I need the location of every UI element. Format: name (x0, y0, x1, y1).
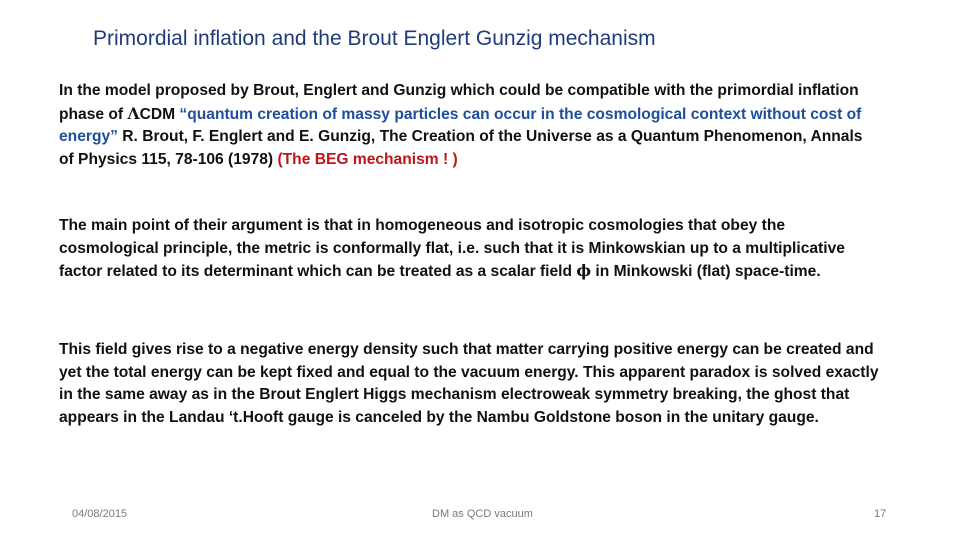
page-number: 17 (874, 508, 887, 520)
paragraph-negative-energy (59, 339, 879, 429)
phi-symbol: ϕ (576, 261, 592, 281)
citation-text: R. Brout, F. Englert and E. Gunzig, The Creation of the Universe as a Quantum Phenomenon, Annals of Physics 115, 78-106 (1978) (59, 128, 863, 168)
beg-note: (The BEG mechanism ! ) (277, 150, 458, 168)
paragraph-conformal-metric (59, 215, 879, 284)
paragraph-beg-model (59, 80, 879, 171)
footer-title: DM as QCD vacuum (432, 508, 533, 520)
paragraph3-text: This field gives rise to a negative energy density such that matter carrying positive energy can be created and yet the total energy can be kept fixed and equal to the vacuum energy. This apparent paradox is solved exactly in the same away as in the Brout Englert Higgs mechanism electroweak symmetry breaking, the ghost that appears in the Landau ‘t.Hooft gauge is canceled by the Nambu Goldstone boson in the unitary gauge. (59, 341, 879, 426)
paragraph-intro: In the model proposed by Brout, Englert and Gunzig which could be compatible with the primordial inflation phase of (59, 82, 859, 123)
cdm-label: CDM (139, 105, 180, 123)
footer-date: 04/08/2015 (72, 508, 128, 520)
paragraph2-text: The main point of their argument is that in homogeneous and isotropic cosmologies that obey the cosmological principle, the metric is conformally flat, i.e. such that it is Minkowskian up to a multiplicative factor related to its determinant which can be treated as a scalar field (59, 217, 845, 281)
lambda-symbol: Λ (127, 103, 140, 123)
quote-text: “quantum creation of massy particles can occur in the cosmological context without cost of energy” (59, 105, 862, 146)
paragraph2-end: in Minkowski (flat) space-time. (591, 263, 821, 281)
slide-title: Primordial inflation and the Brout Englert Gunzig mechanism (93, 27, 656, 50)
